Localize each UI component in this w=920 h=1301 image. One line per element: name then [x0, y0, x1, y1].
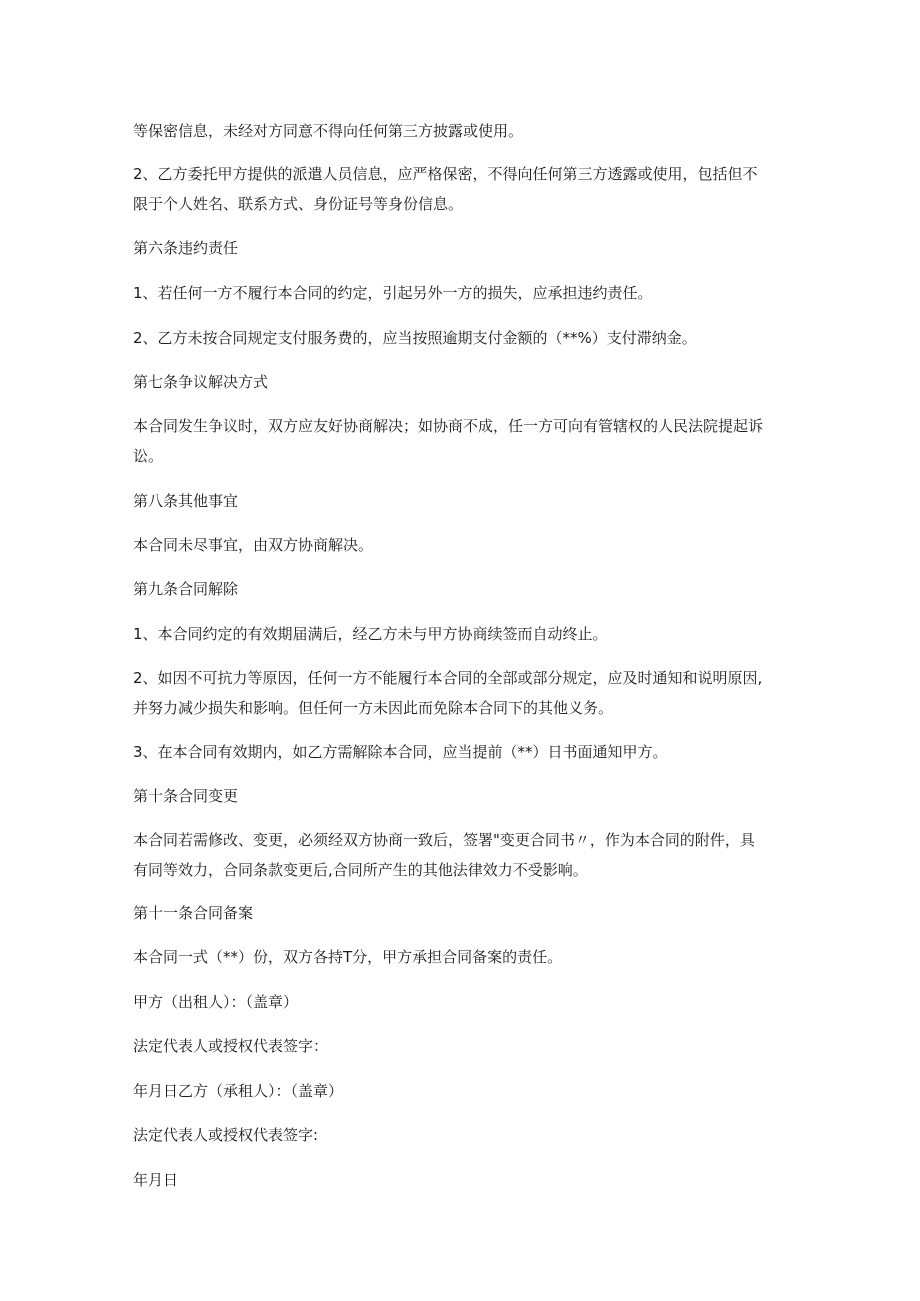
signature-representative-a: [133, 1031, 788, 1061]
heading-text: 第六条违约责任: [133, 239, 239, 257]
text-line: 年月日: [133, 1171, 179, 1189]
text-line: 1、若任何一方不履行本合同的约定，引起另外一方的损失，应承担违约责任。: [133, 284, 653, 302]
heading-article-10: [133, 781, 788, 811]
text-line: 本合同未尽事宜，由双方协商解决。: [133, 536, 374, 554]
paragraph-confidential-info: [133, 116, 788, 146]
paragraph-breach-1: [133, 278, 788, 308]
text-line: 2、如因不可抗力等原因，任何一方不能履行本合同的全部或部分规定，应及时通知和说明原因,: [133, 669, 763, 687]
paragraph-filing: [133, 942, 788, 972]
text-line: 2、乙方未按合同规定支付服务费的，应当按照逾期支付金额的（**%）支付滞纳金。: [133, 329, 697, 347]
heading-text: 第十一条合同备案: [133, 904, 254, 922]
heading-text: 第九条合同解除: [133, 580, 239, 598]
heading-article-8: [133, 486, 788, 516]
heading-article-7: [133, 367, 788, 397]
text-line: 有同等效力，合同条款变更后,合同所产生的其他法律效力不受影响。: [133, 861, 588, 879]
paragraph-personnel-info: [133, 159, 788, 219]
heading-article-6: [133, 233, 788, 263]
text-line: 3、在本合同有效期内，如乙方需解除本合同，应当提前（**）日书面通知甲方。: [133, 743, 668, 761]
text-line: 限于个人姓名、联系方式、身份证号等身份信息。: [133, 195, 464, 213]
paragraph-breach-2: [133, 323, 788, 353]
paragraph-amendment: [133, 825, 788, 885]
paragraph-dispute: [133, 411, 788, 471]
signature-party-b: [133, 1076, 788, 1106]
signature-representative-b: [133, 1120, 788, 1150]
heading-text: 第十条合同变更: [133, 787, 239, 805]
heading-text: 第七条争议解决方式: [133, 373, 269, 391]
text-line: 等保密信息，未经对方同意不得向任何第三方披露或使用。: [133, 122, 524, 140]
heading-article-11: [133, 898, 788, 928]
paragraph-termination-2: [133, 663, 788, 723]
paragraph-termination-1: [133, 619, 788, 649]
text-line: 讼。: [133, 447, 164, 465]
text-line: 本合同一式（**）份，双方各持T分，甲方承担合同备案的责任。: [133, 948, 563, 966]
text-line: 年月日乙方（承租人）：（盖章）: [133, 1082, 344, 1100]
heading-text: 第八条其他事宜: [133, 492, 239, 510]
text-line: 本合同发生争议时，双方应友好协商解决；如协商不成，任一方可向有管辖权的人民法院提起诉: [133, 417, 764, 435]
paragraph-other-matters: [133, 530, 788, 560]
text-line: 本合同若需修改、变更，必须经双方协商一致后，签署"变更合同书〃，作为本合同的附件，具: [133, 831, 755, 849]
signature-date: [133, 1165, 788, 1195]
text-line: 1、本合同约定的有效期届满后，经乙方未与甲方协商续签而自动终止。: [133, 625, 608, 643]
text-line: 并努力减少损失和影响。但任何一方未因此而免除本合同下的其他义务。: [133, 699, 614, 717]
text-line: 法定代表人或授权代表签字:: [133, 1126, 319, 1144]
signature-party-a: [133, 987, 788, 1017]
text-line: 2、乙方委托甲方提供的派遣人员信息，应严格保密，不得向任何第三方透露或使用，包括但不: [133, 165, 758, 183]
text-line: 甲方（出租人）：（盖章）: [133, 993, 299, 1011]
paragraph-termination-3: [133, 737, 788, 767]
heading-article-9: [133, 574, 788, 604]
text-line: 法定代表人或授权代表签字：: [133, 1037, 329, 1055]
